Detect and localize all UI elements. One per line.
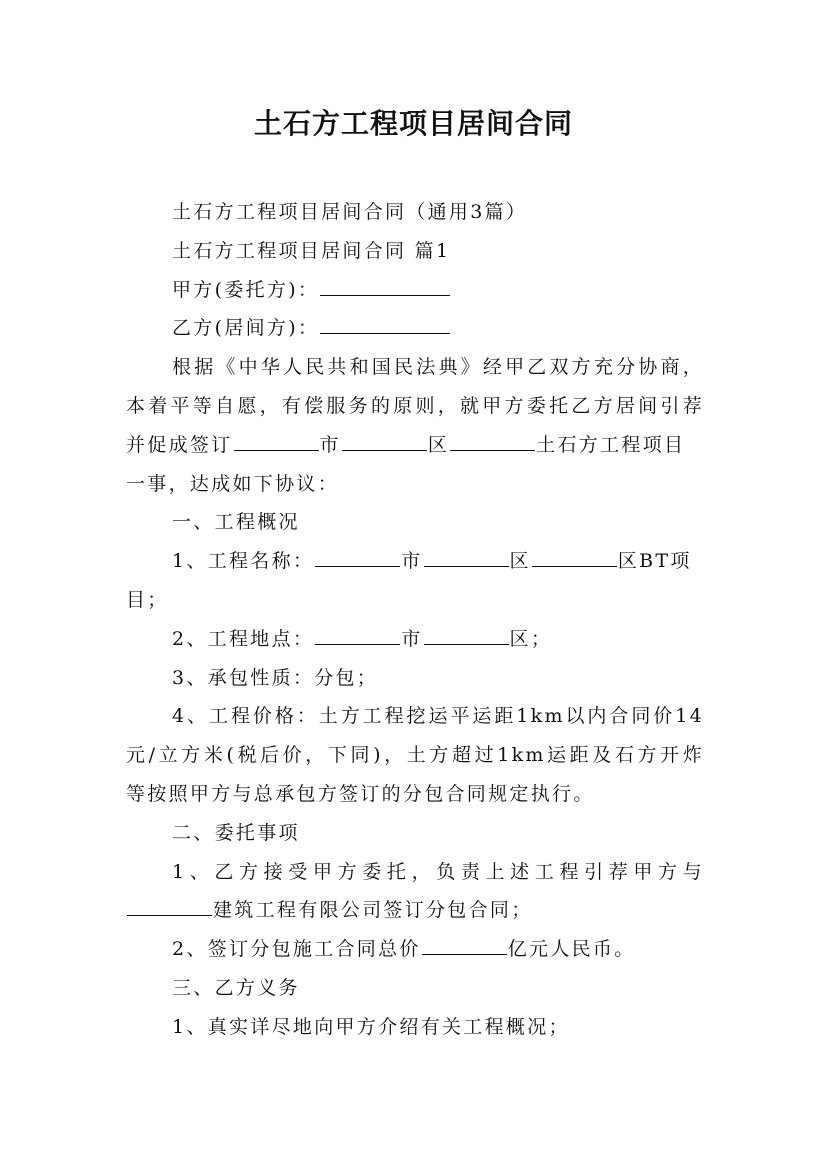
- item-1-1-district: 区: [509, 550, 531, 573]
- site-city-blank: [315, 643, 400, 645]
- city-blank: [234, 449, 319, 451]
- intro-line-3: [126, 426, 704, 465]
- item-2-2-line: [126, 930, 704, 969]
- company-blank: [127, 914, 212, 916]
- item-1-4-line-2: 元/立方米(税后价，下同)，土方超过1km运距及石方开炸: [126, 744, 704, 767]
- intro-line-4: 一事，达成如下协议：: [126, 472, 340, 495]
- section-2-heading: 二、委托事项: [172, 821, 300, 844]
- intro-text-c: 区: [427, 433, 450, 456]
- item-1-1-label: 1、工程名称：: [172, 550, 315, 573]
- item-1-2-line: [126, 620, 704, 659]
- item-2-2-label: 2、签订分包施工合同总价: [172, 938, 421, 961]
- item-1-3-line: 3、承包性质：分包；: [172, 666, 379, 689]
- party-b-blank: [320, 332, 450, 334]
- section-3-heading: 三、乙方义务: [172, 976, 300, 999]
- item-1-1-continued: 目；: [126, 588, 169, 611]
- name-zone-blank: [532, 565, 617, 567]
- document-body: [126, 193, 704, 1047]
- item-3-1-line: 1、真实详尽地向甲方介绍有关工程概况；: [172, 1015, 570, 1038]
- intro-line-2: 本着平等自愿，有偿服务的原则，就甲方委托乙方居间引荐: [126, 394, 704, 417]
- name-city-blank: [315, 565, 400, 567]
- item-1-2-city: 市: [401, 627, 423, 650]
- intro-text-d: 土石方工程项目: [536, 433, 686, 456]
- total-price-blank: [422, 953, 507, 955]
- item-1-1-city: 市: [401, 550, 423, 573]
- name-district-blank: [424, 565, 509, 567]
- intro-text-a: 并促成签订: [126, 433, 233, 456]
- item-1-1-suffix: 区BT项: [617, 550, 692, 573]
- item-1-4-line-3: 等按照甲方与总承包方签订的分包合同规定执行。: [126, 782, 595, 805]
- item-1-4-line-1: 4、工程价格：土方工程挖运平运距1km以内合同价14: [172, 705, 704, 728]
- party-a-line: [126, 271, 704, 310]
- party-b-line: [126, 309, 704, 348]
- party-a-blank: [320, 294, 450, 296]
- item-1-2-district: 区；: [509, 627, 553, 650]
- intro-text-b: 市: [319, 433, 341, 456]
- intro-line-1: 根据《中华人民共和国民法典》经甲乙双方充分协商，: [172, 356, 704, 379]
- document-title: 土石方工程项目居间合同: [253, 107, 573, 140]
- party-a-label: 甲方(委托方)：: [172, 278, 320, 301]
- item-2-1-line-1: 1、乙方接受甲方委托，负责上述工程引荐甲方与: [172, 860, 704, 883]
- subtitle-line: 土石方工程项目居间合同（通用3篇）: [172, 201, 528, 223]
- party-b-label: 乙方(居间方)：: [172, 317, 320, 340]
- item-1-2-label: 2、工程地点：: [172, 627, 315, 650]
- section-1-heading: 一、工程概况: [172, 511, 300, 534]
- item-2-2-unit: 亿元人民币。: [507, 938, 636, 961]
- piece-heading: 土石方工程项目居间合同 篇1: [172, 239, 451, 262]
- item-2-1-line-2: [126, 891, 704, 930]
- project-blank: [450, 449, 535, 451]
- district-blank: [342, 449, 427, 451]
- item-1-1-line: [126, 542, 704, 581]
- item-2-1-text: 建筑工程有限公司签订分包合同；: [213, 899, 533, 922]
- site-district-blank: [424, 643, 509, 645]
